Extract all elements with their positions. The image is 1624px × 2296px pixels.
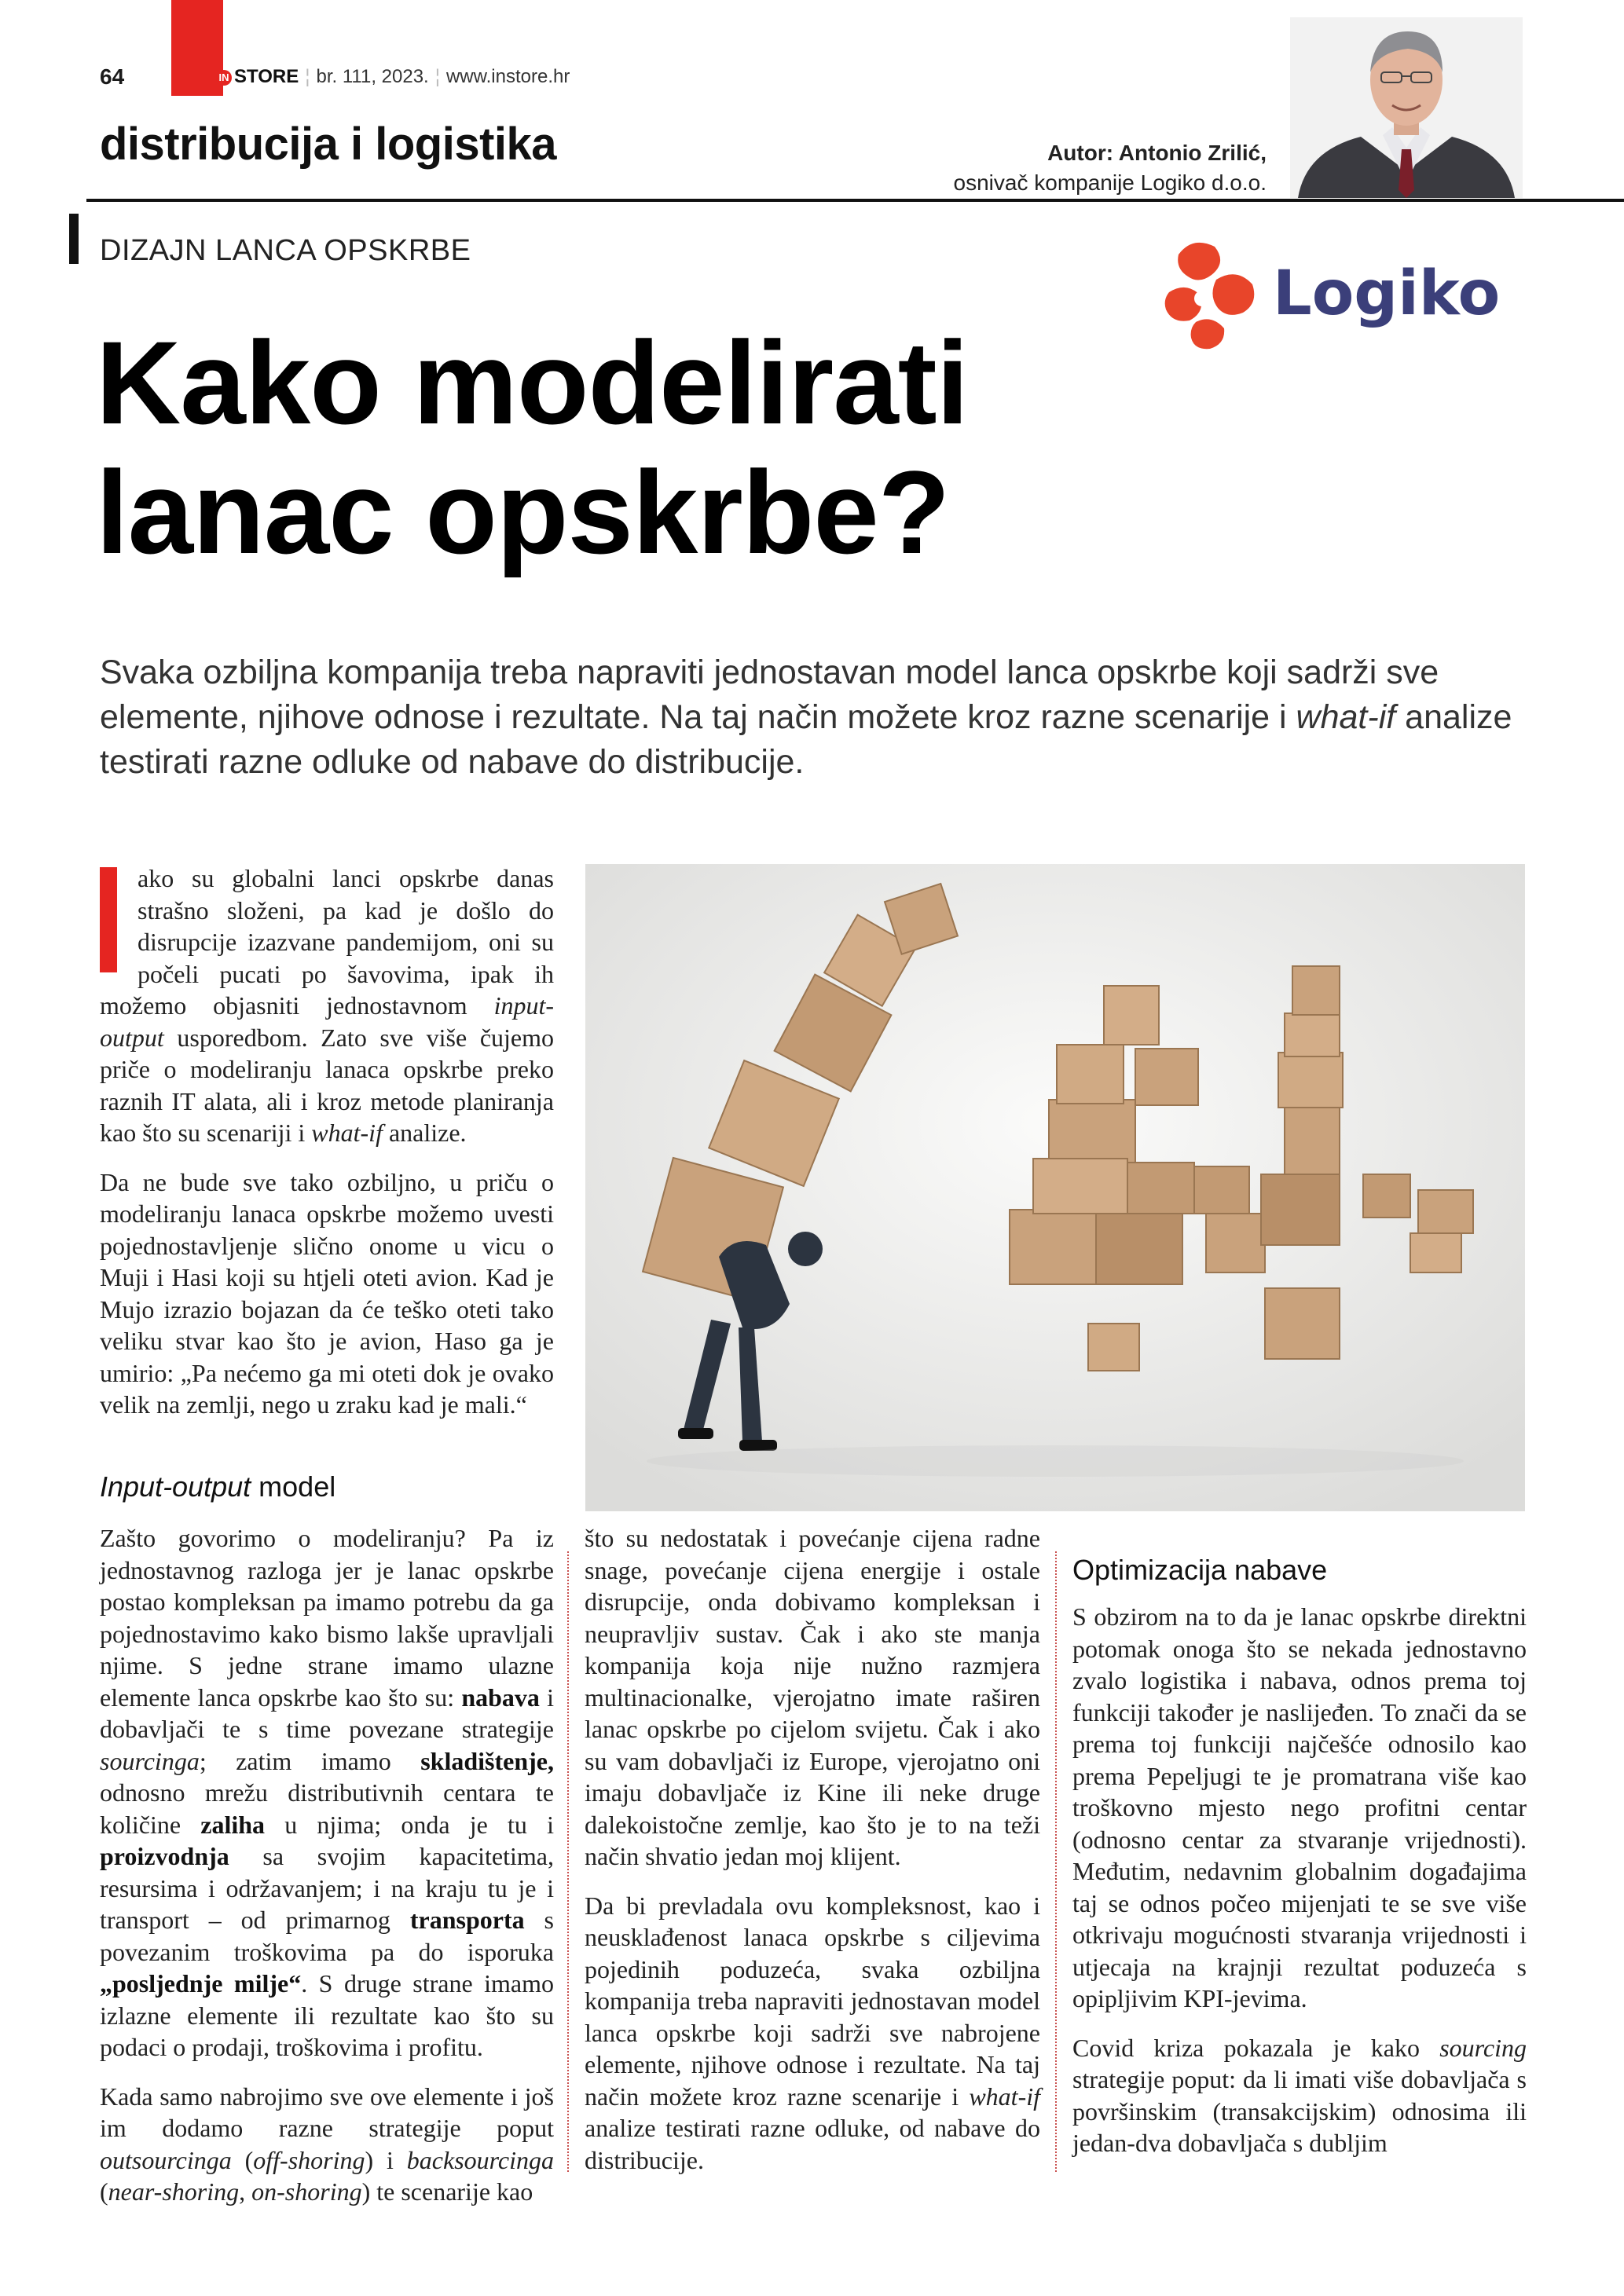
author-name: Autor: Antonio Zrilić,: [1047, 141, 1267, 165]
article-photo-boxes: [585, 864, 1525, 1511]
column-divider: [567, 1551, 569, 2172]
subhead-input-output: Input-output model: [100, 1470, 336, 1503]
author-credit: [954, 138, 1267, 198]
article-headline: [96, 318, 1117, 577]
section-title: distribucija i logistika: [100, 119, 557, 170]
column-3: S obzirom na to da je lanac opskrbe direktni potomak onoga što se nekada jednostavno zvalo logistika i nabava, odnos prema toj funkciji također je naslijeđen. To znači da se prema toj funkciji najčešće odnosilo kao prema Pepeljugi te je promatrana više kao troškovno mjesto nego profitni centar (odnosno centar za stvaranje vrijednosti). Međutim, nedavnim globalnim događajima taj se odnos počeo mijenjati te se sve više otkrivaju mogućnosti stvaranja vrijednosti i utjecaja na krajnji rezultat poduzeća s opipljivim KPI-jevima. Covid kriza pokazala je kako sourcing strategije poput: da li imati više dobavljača s površinskim (transakcijskim) odnosima ili jedan-dva dobavljača s dubljim: [1072, 1602, 1527, 2157]
headline-line-1: Kako modelirati: [96, 317, 969, 449]
headline-line-2: lanac opskrbe?: [96, 446, 950, 578]
logo-text: Logiko: [1273, 258, 1501, 329]
magazine-name: STORE: [234, 66, 299, 87]
column-1-bottom: Zašto govorimo o modeliranju? Pa iz jednostavnog razloga jer je lanac opskrbe postao kompleksan pa imamo potrebu da ga pojednostavimo kako bismo lakše upravljali njime. S jedne strane imamo ulazne elemente lanca opskrbe kao što su: nabava i dobavljači te s time povezane strategije sourcinga; zatim imamo skladištenje, odnosno mrežu distributivnih centara te količine zaliha u njima; onda je tu i proizvodnja sa svojim kapacitetima, resursima i održavanjem; i na kraju tu je i transport – od primarnog transporta s povezanim troškovima pa do isporuka „posljednje milje“. S druge strane imamo izlazne elemente ili rezultate kao što su podaci o prodaji, troškovima i profitu. Kada samo nabrojimo sve ove elemente i još im dodamo razne strategije poput outsourcinga (off-shoring) i backsourcinga (near-shoring, on-shoring) te scenarije kao: [100, 1524, 555, 2206]
kicker-bar: [69, 214, 79, 264]
author-portrait: [1290, 17, 1523, 198]
masthead: IN STORE ¦ br. 111, 2023. ¦ www.instore.hr: [216, 66, 570, 88]
column-1-top: ako su globalni lanci opskrbe danas strašno složeni, pa kad je došlo do disrupcije izazvane pandemijom, oni su počeli pucati po šavovima, ipak ih možemo objasniti jednostavnom input-output usporedbom. Zato sve više čujemo priče o modeliranju lanaca opskrbe preko raznih IT alata, ali i kroz metode planiranja kao što su scenariji i what-if analize. Da ne bude sve tako ozbiljno, u priču o modeliranju lanaca opskrbe možemo uvesti pojednostavljenje slično onome u vicu o Muji i Hasi koji su htjeli oteti avion. Kad je Mujo izrazio bojazan da će teško oteti tako veliku stvar kao što je avion, Haso ga je umirio: „Pa nećemo ga mi oteti dok je ovako velik na zemlji, nego u zraku kad je mali.“: [100, 864, 554, 1419]
column-divider: [1055, 1551, 1057, 2172]
magazine-badge: IN: [216, 70, 232, 86]
author-role: osnivač kompanije Logiko d.o.o.: [953, 170, 1267, 195]
page-number: 64: [100, 64, 125, 89]
logiko-logo: [1155, 229, 1524, 355]
website-link[interactable]: www.instore.hr: [445, 66, 570, 87]
issue-number: br. 111, 2023.: [316, 66, 429, 87]
header-rule: [86, 199, 1624, 202]
article-lead: Svaka ozbiljna kompanija treba napraviti jednostavan model lanca opskrbe koji sadrži sve elemente, njihove odnose i rezultate. Na taj način možete kroz razne scenarije i what-if analize testirati razne odluke od nabave do distribucije.: [100, 654, 1512, 781]
column-2: što su nedostatak i povećanje cijena radne snage, povećanje cijena energije i ostale disrupcije, onda dobivamo kompleksan i neupravljiv sustav. Čak i ako ste manja kompanija koja nije nužno razmjera multinacionalke, vjerojatno imate raširen lanac opskrbe po cijelom svijetu. Čak i ako su vam dobavljači iz Europe, vjerojatno oni imaju dobavljače iz Kine ili neke druge dalekoistočne zemlje, kao što je to na teži način shvatio jedan moj klijent. Da bi prevladala ovu kompleksnost, kao i neusklađenost lanaca opskrbe s ciljevima pojedinih poduzeća, svaka ozbiljna kompanija treba napraviti jednostavan model lanca opskrbe koji sadrži sve nabrojene elemente, njihove odnose i rezultate. Na taj način možete kroz razne scenarije i what-if analize testirati razne odluke, od nabave do distribucije.: [585, 1524, 1040, 2174]
subhead-optimizacija-nabave: Optimizacija nabave: [1072, 1554, 1328, 1586]
article-kicker: DIZAJN LANCA OPSKRBE: [100, 234, 471, 267]
